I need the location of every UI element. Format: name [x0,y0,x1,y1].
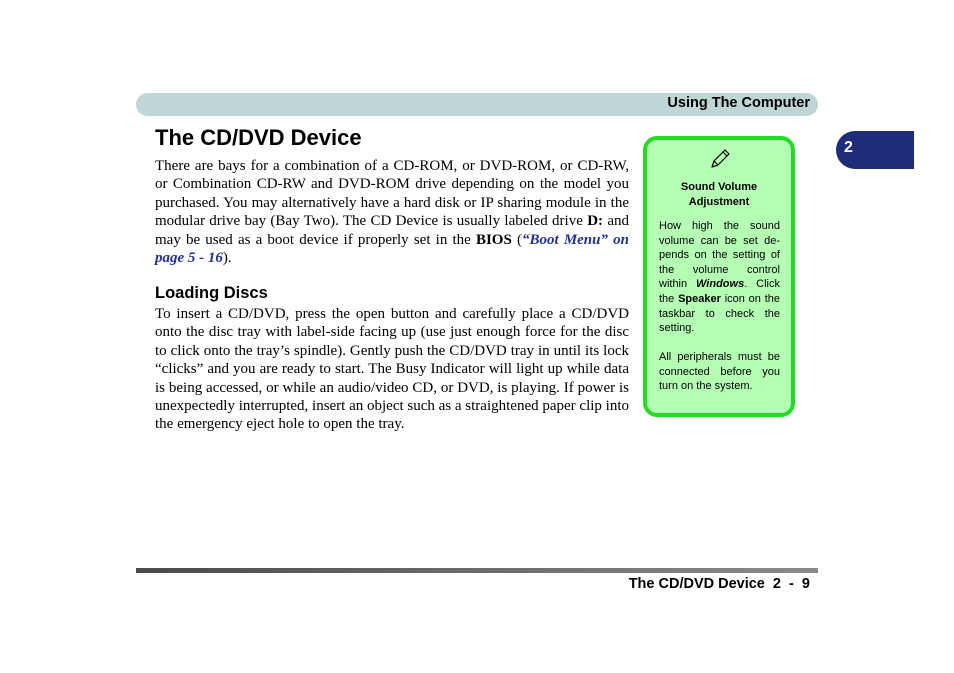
section-title: Using The Computer [667,95,810,111]
pencil-icon [709,148,731,170]
page-title: The CD/DVD Device [155,125,362,150]
open-paren: ( [511,231,522,248]
intro-paragraph [155,157,629,267]
sidebar-text-c: icon on the taskbar to check the setting. [659,292,780,335]
footer-page-label: The CD/DVD Device 2 - 9 [628,576,810,592]
windows-term: Windows [696,278,745,291]
header-bar [136,93,818,116]
sidebar-title: Sound Volume Adjustment [680,181,758,208]
sidebar-note [643,136,795,417]
speaker-term: Speaker [678,292,721,305]
sidebar-paragraph-1 [659,219,780,336]
bios-term: BIOS [475,231,512,248]
loading-discs-paragraph: To insert a CD/DVD, press the open button and carefully place a CD/DVD onto the disc tray with label-side facing up (use just enough force for the disc to click onto the tray’s spindle). Gently push the CD/DVD tray in until its lock “clicks” and you are ready to start. The Busy Indicator will light up while data is being accessed, or while an audio/video CD, or DVD, is playing. If power is unexpectedly interrupted, insert an object such as a straightened paper clip into the emergency eject hole to open the tray. [155,306,630,433]
boot-menu-link[interactable]: “Boot Menu” on page 5 - 16 [155,231,629,267]
intro-text-2: and may be used as a boot device if properly set in the [155,213,629,248]
chapter-tab [836,131,914,169]
chapter-number: 2 [844,139,853,156]
sidebar-paragraph-2: All peripherals must be connected before you turn on the system. [659,351,780,393]
footer-rule [136,568,818,573]
sidebar-text-b: . Click the [659,278,780,305]
drive-letter: D: [587,213,604,230]
intro-text: There are bays for a combination of a CD-ROM, or DVD-ROM, or CD-RW, or Combination CD-RW and DVD-ROM drive depending on the model you purchased. You may alternatively have a hard disk or IP sharing module in the modular drive bay (Bay Two). The CD Device is usually labeled drive [155,158,629,230]
section-heading-loading-discs: Loading Discs [155,284,268,302]
close-paren: ). [222,250,232,267]
sidebar-text-a: How high the sound volume can be set de-pends on the setting of the volume control within [659,220,780,291]
